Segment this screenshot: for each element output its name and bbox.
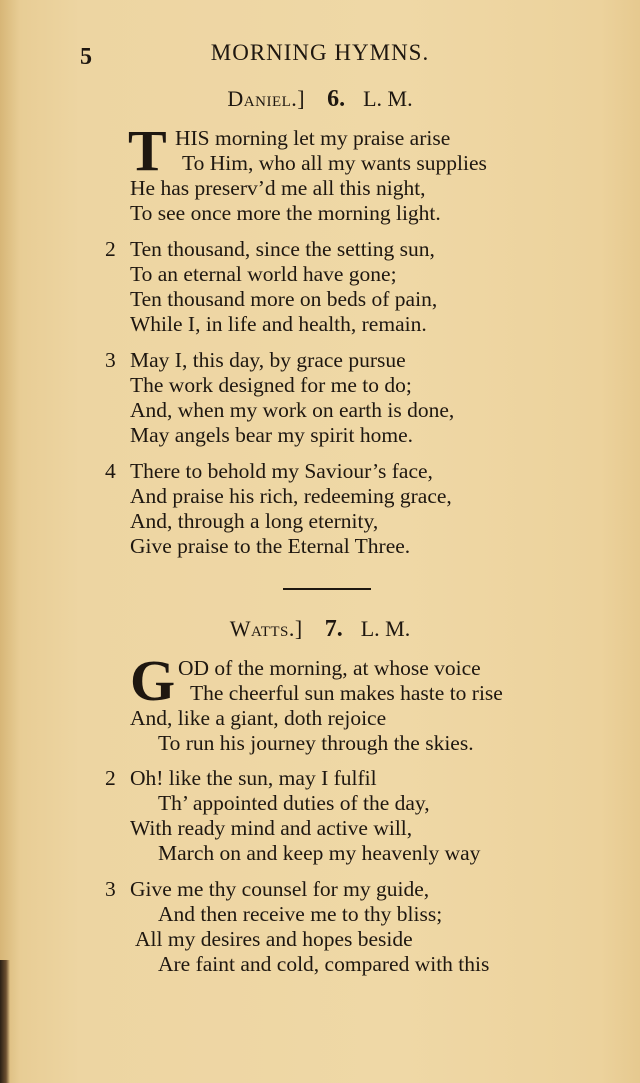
hymn-line: March on and keep my heavenly way [158, 841, 481, 865]
hymn-author: Daniel.] [227, 86, 306, 111]
hymn-meter: L. M. [360, 616, 411, 641]
hymn-7-header [0, 616, 640, 643]
hymn-number: 6. [327, 86, 346, 112]
hymn-meter: L. M. [363, 86, 413, 111]
drop-cap: T [128, 118, 167, 183]
hymn-line: To run his journey through the skies. [158, 731, 474, 755]
hymn-line: And, through a long eternity, [130, 509, 379, 533]
hymn-line: Give praise to the Eternal Three. [130, 534, 411, 558]
hymn-line: He has preserv’d me all this night, [130, 176, 426, 200]
hymn-line: While I, in life and health, remain. [130, 312, 427, 336]
section-divider [283, 588, 371, 590]
page-edge-shadow [0, 960, 10, 1083]
hymn-author: Watts.] [229, 616, 303, 641]
hymn-line: Ten thousand, since the setting sun, [130, 237, 435, 261]
hymn-line: OD of the morning, at whose voice [178, 656, 481, 680]
hymn-line: Oh! like the sun, may I fulfil [130, 766, 377, 790]
verse-number: 2 [105, 237, 116, 261]
hymn-line: The work designed for me to do; [130, 373, 412, 397]
hymn-line: And then receive me to thy bliss; [158, 902, 443, 926]
verse-number: 3 [105, 348, 116, 372]
hymn-6-header [0, 86, 640, 113]
hymn-line: Th’ appointed duties of the day, [158, 791, 430, 815]
running-head: MORNING HYMNS. [210, 40, 430, 65]
hymn-line: To an eternal world have gone; [130, 262, 397, 286]
verse-number: 2 [105, 766, 116, 790]
hymn-line: To Him, who all my wants supplies [182, 151, 487, 175]
hymn-line: May I, this day, by grace pursue [130, 348, 406, 372]
hymn-line: And, when my work on earth is done, [130, 398, 455, 422]
verse-number: 3 [105, 877, 116, 901]
verse-number: 4 [105, 459, 116, 483]
hymn-line: HIS morning let my praise arise [175, 126, 451, 150]
hymn-line: Ten thousand more on beds of pain, [130, 287, 438, 311]
page-number: 5 [80, 44, 92, 70]
hymn-line: Give me thy counsel for my guide, [130, 877, 430, 901]
hymn-number: 7. [324, 616, 343, 642]
drop-cap: G [130, 648, 176, 713]
hymn-line: Are faint and cold, compared with this [158, 952, 490, 976]
hymn-line: And praise his rich, redeeming grace, [130, 484, 452, 508]
hymn-line: All my desires and hopes beside [135, 927, 413, 951]
hymn-line: With ready mind and active will, [130, 816, 413, 840]
hymn-line: The cheerful sun makes haste to rise [190, 681, 503, 705]
hymn-line: And, like a giant, doth rejoice [130, 706, 387, 730]
hymn-line: May angels bear my spirit home. [130, 423, 414, 447]
hymn-line: There to behold my Saviour’s face, [130, 459, 433, 483]
hymn-line: To see once more the morning light. [130, 201, 441, 225]
